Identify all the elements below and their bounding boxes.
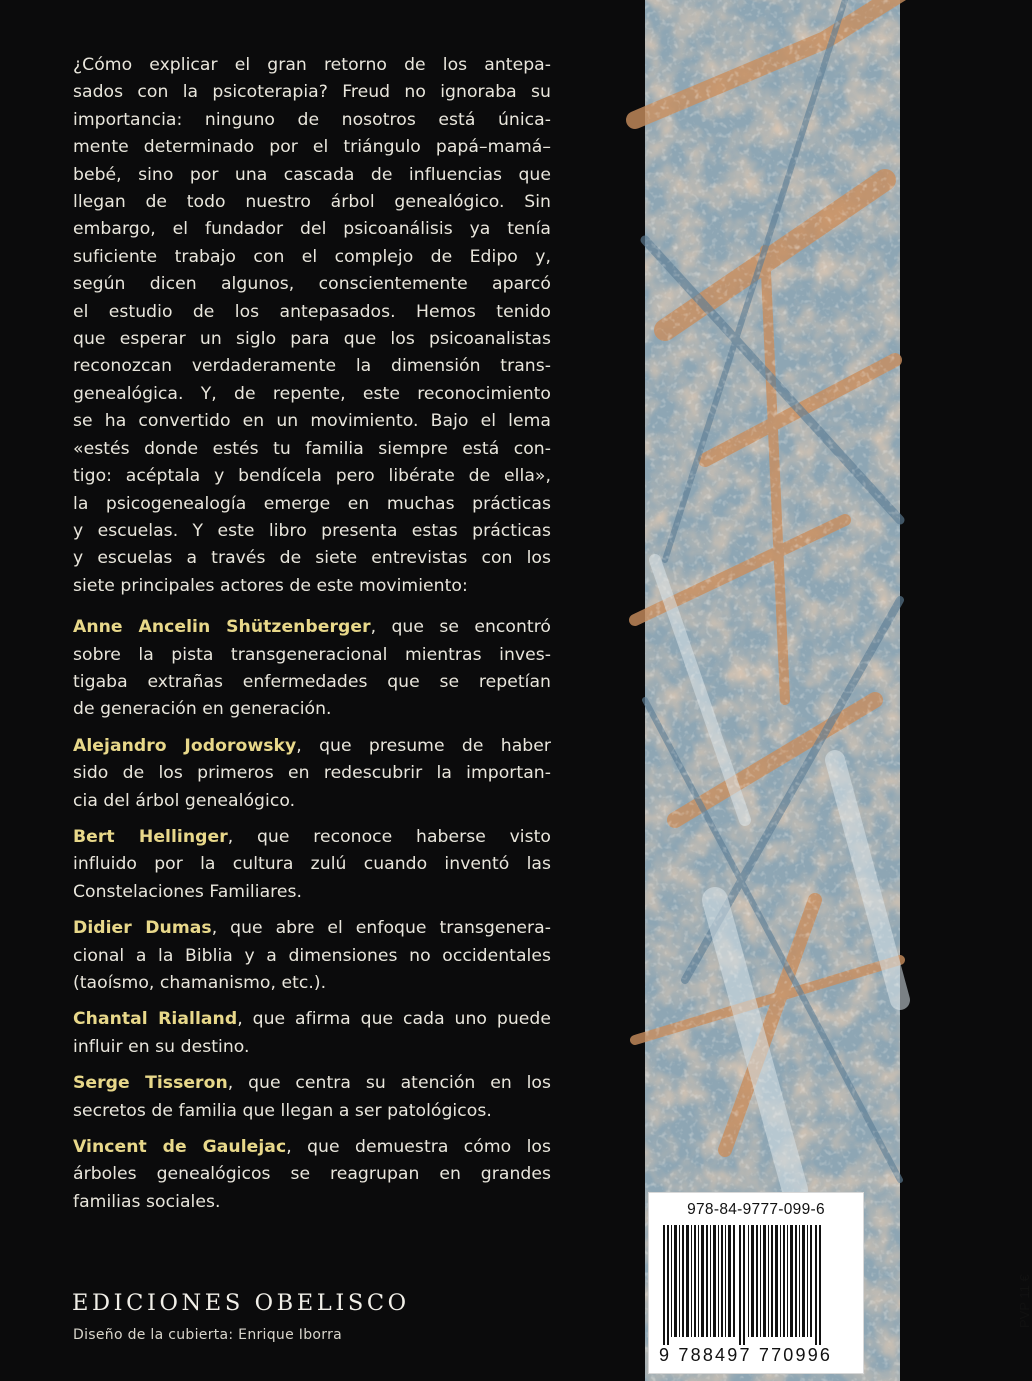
contributor-entry	[73, 1070, 551, 1125]
contributor-name: Serge Tisseron	[73, 1073, 228, 1094]
intro-line: según dicen algunos, conscientemente aparcó	[73, 274, 551, 295]
intro-line: embargo, el fundador del psicoanálisis ya tenía	[73, 219, 551, 240]
entry-line: influir en su destino.	[73, 1036, 250, 1057]
contributor-name: Anne Ancelin Shützenberger	[73, 617, 371, 638]
intro-line: y escuelas. Y este libro presenta estas prácticas	[73, 520, 551, 541]
contributor-entry	[73, 733, 551, 815]
intro-line: se ha convertido en un movimiento. Bajo el lema	[73, 411, 551, 432]
entry-first-line	[73, 1070, 551, 1097]
barcode-icon	[663, 1225, 823, 1345]
entry-text: , que centra su atención en los	[227, 1073, 551, 1094]
contributor-entry	[73, 1134, 551, 1216]
entry-line: cional a la Biblia y a dimensiones no occidentales	[73, 945, 551, 966]
intro-line: importancia: ninguno de nosotros está única-	[73, 109, 551, 130]
intro-line: la psicogenealogía emerge en muchas prácticas	[73, 493, 551, 514]
intro-line: mente determinado por el triángulo papá–mamá–	[73, 137, 551, 158]
entry-first-line	[73, 824, 551, 851]
contributor-name: Didier Dumas	[73, 918, 212, 939]
entry-line: de generación en generación.	[73, 699, 332, 720]
entry-line: Constelaciones Familiares.	[73, 881, 303, 902]
contributor-entry	[73, 915, 551, 997]
isbn-number: 978-84-9777-099-6	[687, 1201, 825, 1218]
entry-line: cia del árbol genealógico.	[73, 790, 296, 811]
intro-line: y escuelas a través de siete entrevistas con los	[73, 548, 551, 569]
entry-line: influido por la cultura zulú cuando inventó las	[73, 854, 551, 875]
contributor-name: Chantal Rialland	[73, 1009, 238, 1030]
intro-line: siete principales actores de este movimiento:	[73, 575, 468, 596]
intro-line: ¿Cómo explicar el gran retorno de los antepa-	[73, 55, 551, 75]
contributors-list	[73, 614, 551, 1216]
contributor-name: Bert Hellinger	[73, 826, 228, 847]
cover-artwork	[645, 0, 900, 1381]
entry-first-line	[73, 733, 551, 760]
entry-line: secretos de familia que llegan a ser patológicos.	[73, 1100, 492, 1121]
entry-first-line	[73, 1006, 551, 1033]
intro-line: sados con la psicoterapia? Freud no ignoraba su	[73, 82, 551, 103]
price-label-wrap	[827, 1274, 1032, 1348]
entry-first-line	[73, 614, 551, 641]
entry-line: sobre la pista transgeneracional mientras inves-	[73, 644, 551, 665]
entry-text: , que reconoce haberse visto	[227, 826, 551, 847]
barcode-label	[648, 1192, 1032, 1374]
entry-text: , que presume de haber	[296, 735, 551, 756]
entry-line: familias sociales.	[73, 1191, 221, 1212]
cover-design-credit: Diseño de la cubierta: Enrique Iborra	[73, 1327, 342, 1343]
text-column	[73, 52, 551, 1225]
contributor-entry	[73, 824, 551, 906]
contributor-entry	[73, 614, 551, 724]
contributor-name: Vincent de Gaulejac	[73, 1137, 287, 1158]
intro-line: que esperar un siglo para que los psicoanalistas	[73, 329, 551, 350]
entry-text: , que se encontró	[370, 617, 551, 638]
contributor-entry	[73, 1006, 551, 1061]
entry-first-line	[73, 915, 551, 942]
entry-line: (taoísmo, chamanismo, etc.).	[73, 973, 327, 993]
intro-line: reconozcan verdaderamente la dimensión trans-	[73, 356, 551, 377]
intro-paragraph	[73, 52, 551, 600]
entry-text: , que demuestra cómo los	[286, 1137, 551, 1158]
entry-line: tigaba extrañas enfermedades que se repetían	[73, 671, 551, 692]
entry-first-line	[73, 1134, 551, 1161]
price-label: PVP 11 €	[1017, 1274, 1032, 1328]
entry-text: , que afirma que cada uno puede	[237, 1009, 551, 1030]
intro-line: genealógica. Y, de repente, este reconocimiento	[73, 383, 551, 404]
intro-line: el estudio de los antepasados. Hemos tenido	[73, 301, 551, 322]
barcode-digits: 9 788497 770996	[659, 1345, 833, 1365]
contributor-name: Alejandro Jodorowsky	[73, 735, 297, 756]
intro-line: bebé, sino por una cascada de influencias que	[73, 164, 551, 185]
intro-line: llegan de todo nuestro árbol genealógico. Sin	[73, 192, 551, 213]
entry-line: árboles genealógicos se reagrupan en grandes	[73, 1164, 551, 1185]
entry-text: , que abre el enfoque transgenera-	[211, 918, 551, 939]
publisher-name: EDICIONES OBELISCO	[72, 1290, 410, 1316]
intro-line: tigo: acéptala y bendícela pero libérate de ella»,	[73, 466, 551, 487]
entry-line: sido de los primeros en redescubrir la importan-	[73, 763, 551, 784]
intro-line: suficiente trabajo con el complejo de Edipo y,	[73, 246, 551, 267]
intro-line: «estés donde estés tu familia siempre está con-	[73, 438, 551, 459]
artwork-illustration	[645, 0, 900, 1381]
